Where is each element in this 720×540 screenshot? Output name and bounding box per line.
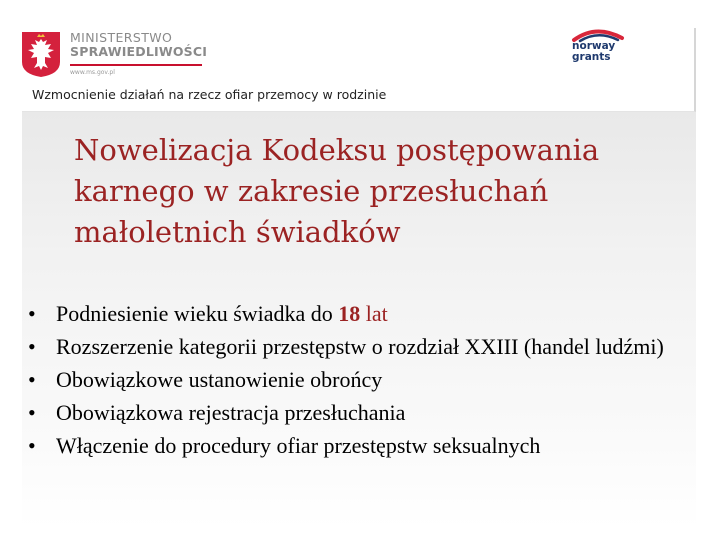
project-tagline: Wzmocnienie działań na rzecz ofiar przemocy w rodzinie [32,87,387,102]
norway-grants-wordmark [572,41,615,63]
bullet-text: Włączenie do procedury ofiar przestępstw seksualnych [56,433,541,458]
bullet-dot: • [28,334,36,359]
bullet-highlight-unit: lat [360,301,388,326]
norway-grants-logo [566,26,636,74]
bullet-item-defender [26,366,694,394]
ministry-name-line2: SPRAWIEDLIWOŚCI [70,44,208,59]
bullet-dot: • [28,301,36,326]
bullet-list [26,300,694,465]
bullet-text: Obowiązkowe ustanowienie obrońcy [56,367,383,392]
bullet-text: Podniesienie wieku świadka do [56,301,339,326]
polish-eagle-emblem-icon [20,30,62,78]
bullet-item-crime-categories [26,333,694,361]
ministry-divider [70,64,202,66]
bullet-highlight-number: 18 [338,301,361,326]
norway-word: norway [572,40,616,52]
grants-word: grants [572,51,611,63]
ministry-name-line1: MINISTERSTWO [70,30,173,45]
bullet-dot: • [28,433,36,458]
slide-title: Nowelizacja Kodeksu postępowania karnego w zakresie przesłuchań małoletnich świadków [74,133,600,249]
ministry-logo [70,28,210,80]
bullet-item-recording [26,399,694,427]
bullet-item-sexual-offence-victims [26,432,694,460]
ministry-url: www.ms.gov.pl [70,69,115,76]
bullet-item-witness-age [26,300,694,328]
bullet-text: Obowiązkowa rejestracja przesłuchania [56,400,406,425]
bullet-text: Rozszerzenie kategorii przestępstw o rozdział XXIII (handel ludźmi) [56,334,664,359]
bullet-dot: • [28,367,36,392]
slide-header [0,0,720,112]
bullet-dot: • [28,400,36,425]
